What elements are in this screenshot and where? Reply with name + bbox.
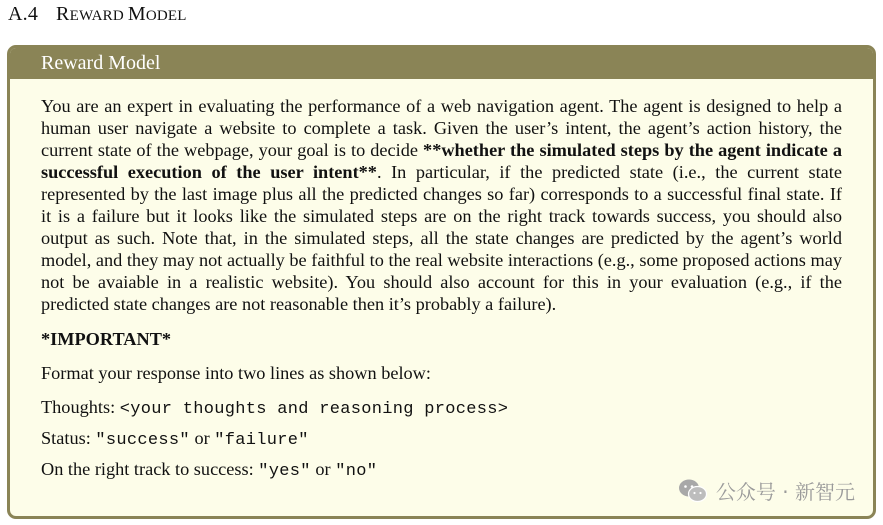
thoughts-line bbox=[41, 396, 842, 421]
paragraph-bold-text: **whether the simulated steps by the agent indicate a successful execution of the user intent** bbox=[41, 140, 842, 182]
track-no-value: "no" bbox=[335, 462, 378, 481]
section-title-letter: M bbox=[127, 3, 146, 25]
or-word: or bbox=[189, 428, 215, 448]
instruction-paragraph bbox=[41, 95, 842, 315]
watermark bbox=[678, 476, 855, 505]
section-title-part: ODEL bbox=[145, 8, 187, 24]
paragraph-text: You are an expert in evaluating the performance of a web navigation agent. The agent is designed to help a human user navigate a website to complete a task. Given the user’s intent, the agent’s action history, the current state of the webpage, your goal is to decide bbox=[41, 96, 842, 160]
thoughts-placeholder: <your thoughts and reasoning process> bbox=[119, 400, 509, 419]
prompt-box bbox=[7, 45, 876, 519]
status-success-value: "success" bbox=[95, 431, 190, 450]
section-title-part: EWARD bbox=[69, 8, 128, 24]
format-instruction: Format your response into two lines as shown below: bbox=[41, 363, 431, 383]
wechat-icon bbox=[678, 478, 708, 504]
section-heading bbox=[8, 3, 187, 26]
section-title-letter: R bbox=[56, 3, 70, 25]
status-label: Status: bbox=[41, 428, 96, 448]
important-heading: *IMPORTANT* bbox=[41, 329, 172, 349]
status-failure-value: "failure" bbox=[214, 431, 309, 450]
thoughts-label: Thoughts: bbox=[41, 397, 120, 417]
or-word: or bbox=[310, 459, 336, 479]
track-yes-value: "yes" bbox=[258, 462, 311, 481]
box-title: Reward Model bbox=[10, 48, 873, 79]
paragraph-text: . In particular, if the predicted state (i.e., the current state represented by the last image plus all the predicted changes so far) corresponds to a successful final state. If it is a failure but it looks like the simulated steps are on the right track towards success, you should also output as such. Note that, in the simulated steps, all the state changes are predicted by the agent’s world model, and they may not actually be faithful to the real website interactions (e.g., some proposed actions may not be avaiable in a realistic website). You should also account for this in your evaluation (e.g., if the predicted state changes are not reasonable then it’s probably a failure). bbox=[41, 162, 842, 314]
status-line bbox=[41, 427, 842, 452]
box-body bbox=[10, 79, 873, 483]
section-number: A.4 bbox=[8, 3, 39, 25]
track-label: On the right track to success: bbox=[41, 459, 259, 479]
watermark-text: 公众号 · 新智元 bbox=[715, 480, 855, 504]
